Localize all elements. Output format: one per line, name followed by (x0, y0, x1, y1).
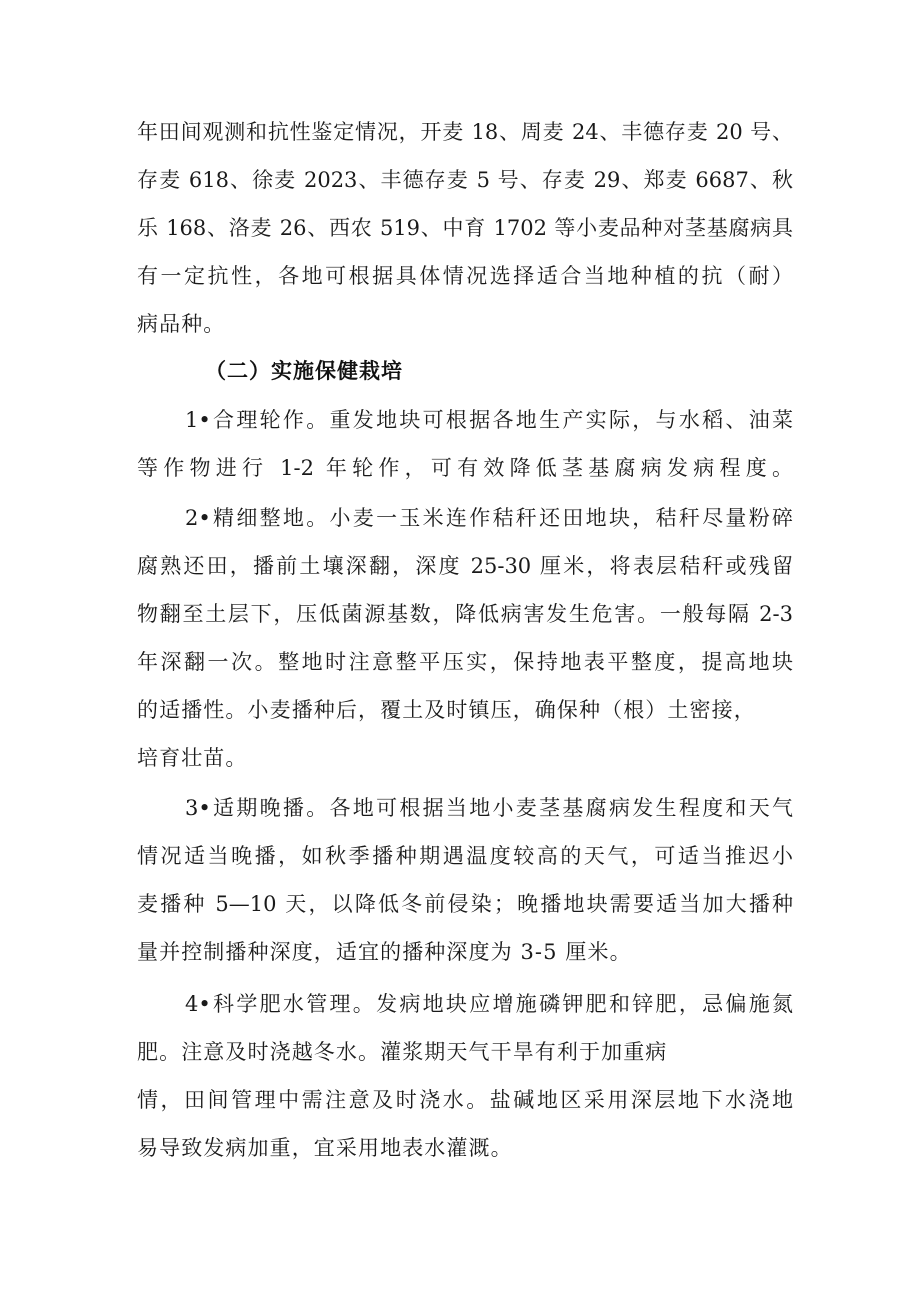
text-line: 量并控制播种深度，适宜的播种深度为 3-5 厘米。 (137, 940, 632, 964)
text-line: 易导致发病加重，宜采用地表水灌溉。 (137, 1136, 513, 1160)
text-line: 情况适当晚播，如秋季播种期遇温度较高的天气，可适当推迟小 (137, 844, 793, 868)
text-line: 乐 168、洛麦 26、西农 519、中育 1702 等小麦品种对茎基腐病具 (137, 216, 793, 240)
text-line: 有一定抗性，各地可根据具体情况选择适合当地种植的抗（耐） (137, 264, 793, 288)
text-line: 4•科学肥水管理。发病地块应增施磷钾肥和锌肥，忌偏施氮 (185, 992, 793, 1016)
text-line: 腐熟还田，播前土壤深翻，深度 25-30 厘米，将表层秸秆或残留 (137, 554, 793, 578)
text-line: 年田间观测和抗性鉴定情况，开麦 18、周麦 24、丰德存麦 20 号、 (137, 120, 793, 144)
text-line: 麦播种 5—10 天，以降低冬前侵染；晚播地块需要适当加大播种 (137, 892, 793, 916)
text-line: 等作物进行 1-2 年轮作，可有效降低茎基腐病发病程度。 (137, 456, 793, 480)
text-line: 3•适期晚播。各地可根据当地小麦茎基腐病发生程度和天气 (185, 796, 793, 820)
text-line: 病品种。 (137, 312, 226, 336)
text-line: 情，田间管理中需注意及时浇水。盐碱地区采用深层地下水浇地 (137, 1088, 793, 1112)
text-line: 物翻至土层下，压低菌源基数，降低病害发生危害。一般每隔 2-3 (137, 602, 793, 626)
text-line: 2•精细整地。小麦一玉米连作秸秆还田地块，秸秆尽量粉碎 (185, 506, 793, 530)
text-line: 1•合理轮作。重发地块可根据各地生产实际，与水稻、油菜 (185, 408, 793, 432)
section-heading: （二）实施保健栽培 (205, 359, 403, 383)
text-line: 培育壮苗。 (137, 746, 248, 770)
text-line: 肥。注意及时浇越冬水。灌浆期天气干旱有利于加重病 (137, 1040, 668, 1064)
text-line: 存麦 618、徐麦 2023、丰德存麦 5 号、存麦 29、郑麦 6687、秋 (137, 168, 793, 192)
text-line: 的适播性。小麦播种后，覆土及时镇压，确保种（根）土密接， (137, 698, 756, 722)
text-line: 年深翻一次。整地时注意整平压实，保持地表平整度，提高地块 (137, 650, 793, 674)
